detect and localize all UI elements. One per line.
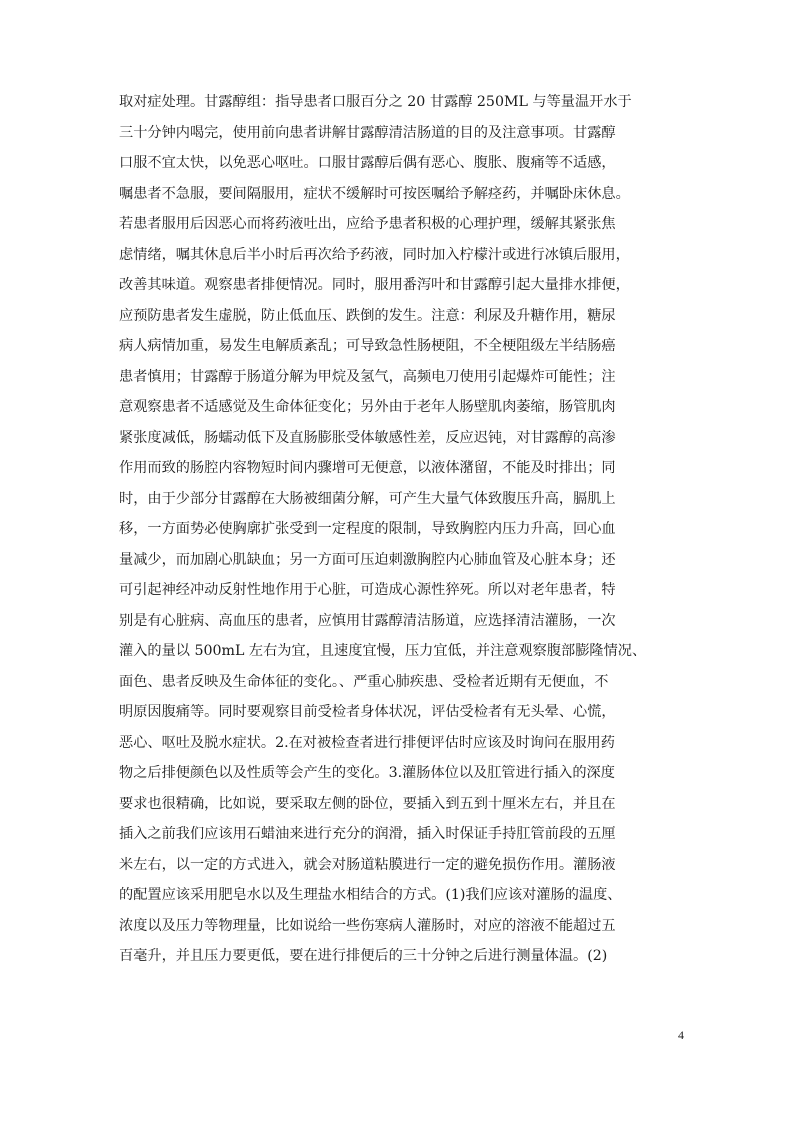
text-line: 口服不宜太快，以免恶心呕吐。口服甘露醇后偶有恶心、腹胀、腹痛等不适感， bbox=[119, 155, 616, 171]
text-line: 百毫升，并且压力要更低，要在进行排便后的三十分钟之后进行测量体温。(2) bbox=[119, 948, 608, 964]
text-line: 三十分钟内喝完，使用前向患者讲解甘露醇清洁肠道的目的及注意事项。甘露醇 bbox=[119, 124, 616, 141]
text-line: 虑情绪，嘱其休息后半小时后再次给予药液，同时加入柠檬汁或进行冰镇后服用， bbox=[119, 246, 630, 263]
text-line: 取对症处理。甘露醇组：指导患者口服百分之 20 甘露醇 250ML 与等量温开水于 bbox=[119, 94, 632, 110]
text-line: 面色、患者反映及生命体征的变化。、严重心肺疾患、受检者近期有无便血，不 bbox=[119, 673, 609, 690]
text-line: 的配置应该采用肥皂水以及生理盐水相结合的方式。(1)我们应该对灌肠的温度、 bbox=[119, 887, 622, 903]
text-line: 应预防患者发生虚脱，防止低血压、跌倒的发生。注意：利尿及升糖作用，糖尿 bbox=[119, 307, 616, 324]
page-number: 4 bbox=[678, 1028, 684, 1042]
text-line: 明原因腹痛等。同时要观察目前受检者身体状况，评估受检者有无头晕、心慌， bbox=[119, 704, 616, 720]
text-line: 若患者服用后因恶心而将药液吐出，应给予患者积极的心理护理，缓解其紧张焦 bbox=[119, 216, 616, 232]
text-line: 病人病情加重，易发生电解质紊乱；可导致急性肠梗阻，不全梗阻级左半结肠癌 bbox=[119, 338, 616, 354]
text-line: 浓度以及压力等物理量，比如说给一些伤寒病人灌肠时，对应的溶液不能超过五 bbox=[119, 917, 616, 934]
text-line: 患者慎用；甘露醇于肠道分解为甲烷及氢气，高频电刀使用引起爆炸可能性；注 bbox=[119, 368, 616, 385]
text-line: 恶心、呕吐及脱水症状。2.在对被检查者进行排便评估时应该及时询问在服用药 bbox=[119, 734, 615, 751]
text-line: 意观察患者不适感觉及生命体征变化；另外由于老年人肠壁肌肉萎缩，肠管肌肉 bbox=[119, 399, 616, 415]
text-line: 作用而致的肠腔内容物短时间内骤增可无便意，以液体潴留，不能及时排出；同 bbox=[119, 460, 616, 476]
text-line: 要求也很精确，比如说，要采取左侧的卧位，要插入到五到十厘米左右，并且在 bbox=[119, 795, 616, 812]
text-line: 灌入的量以 500mL 左右为宜，且速度宜慢，压力宜低，并注意观察腹部膨隆情况、 bbox=[119, 643, 647, 659]
text-line: 移，一方面势必使胸廓扩张受到一定程度的限制，导致胸腔内压力升高，回心血 bbox=[119, 521, 616, 537]
body-text bbox=[119, 87, 711, 972]
text-line: 量减少，而加剧心肌缺血；另一方面可压迫刺激胸腔内心肺血管及心脏本身；还 bbox=[119, 551, 616, 568]
text-line: 改善其味道。观察患者排便情况。同时，服用番泻叶和甘露醇引起大量排水排便， bbox=[119, 277, 630, 293]
text-line: 嘱患者不急服，要间隔服用，症状不缓解时可按医嘱给予解痉药，并嘱卧床休息。 bbox=[119, 185, 630, 202]
text-line: 紧张度减低，肠蠕动低下及直肠膨胀受体敏感性差，反应迟钝，对甘露醇的高渗 bbox=[119, 429, 616, 446]
text-line: 物之后排便颜色以及性质等会产生的变化。3.灌肠体位以及肛管进行插入的深度 bbox=[119, 765, 615, 781]
text-line: 别是有心脏病、高血压的患者，应慎用甘露醇清洁肠道，应选择清洁灌肠，一次 bbox=[119, 612, 616, 629]
text-line: 可引起神经冲动反射性地作用于心脏，可造成心源性猝死。所以对老年患者，特 bbox=[119, 582, 616, 598]
text-line: 时，由于少部分甘露醇在大肠被细菌分解，可产生大量气体致腹压升高，膈肌上 bbox=[119, 490, 616, 507]
text-line: 插入之前我们应该用石蜡油来进行充分的润滑，插入时保证手持肛管前段的五厘 bbox=[119, 826, 616, 842]
text-line: 米左右，以一定的方式进入，就会对肠道粘膜进行一定的避免损伤作用。灌肠液 bbox=[119, 856, 616, 873]
